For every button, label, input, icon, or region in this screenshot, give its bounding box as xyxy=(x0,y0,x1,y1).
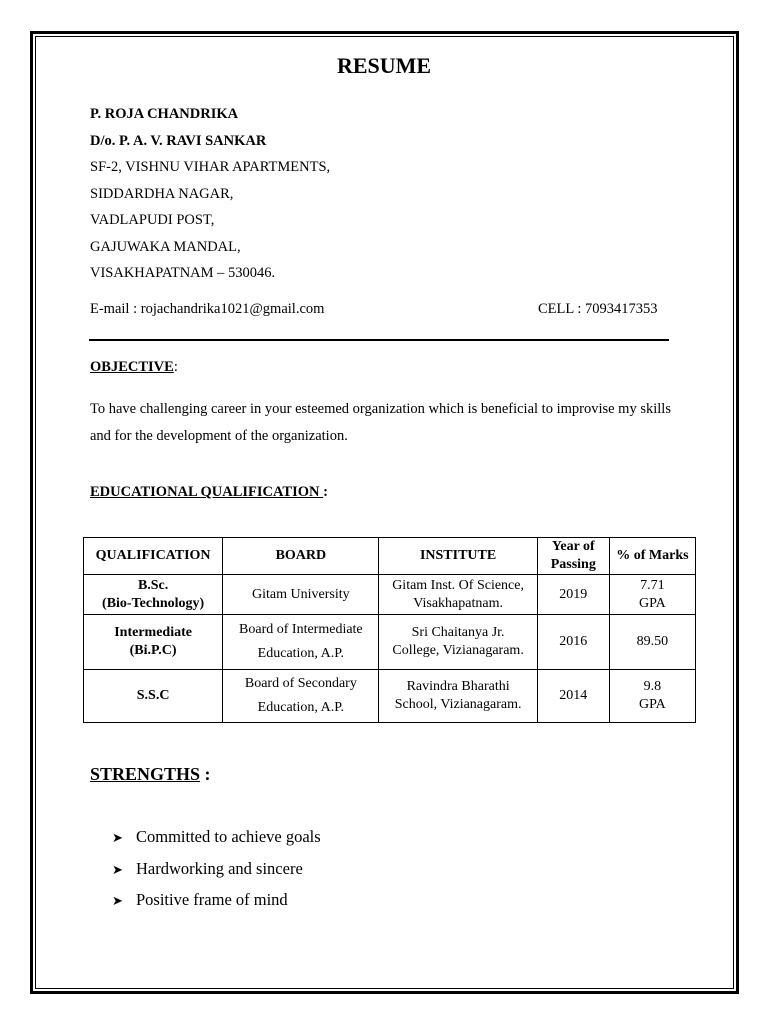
list-item: ➤ Hardworking and sincere xyxy=(112,859,303,878)
applicant-name: P. ROJA CHANDRIKA xyxy=(90,106,239,122)
board-cell: Board of Secondary Education, A.P. xyxy=(223,670,379,723)
arrowhead-bullet-icon: ➤ xyxy=(112,894,123,909)
document-title: RESUME xyxy=(336,53,432,78)
address-line: VADLAPUDI POST, xyxy=(90,212,215,228)
objective-text: To have challenging career in your esteemed organization which is beneficial to improvise my skills and for the development of the organization. xyxy=(90,401,671,444)
table-row xyxy=(84,670,696,723)
institute-cell: Sri Chaitanya Jr. College, Vizianagaram. xyxy=(379,615,537,670)
table-header-row xyxy=(84,538,696,575)
list-item: ➤ Committed to achieve goals xyxy=(112,827,321,846)
arrowhead-bullet-icon: ➤ xyxy=(112,863,123,878)
education-table xyxy=(83,537,696,723)
parent-name: D/o. P. A. V. RAVI SANKAR xyxy=(90,133,267,149)
qualification-cell: B.Sc. (Bio-Technology) xyxy=(84,575,223,615)
year-cell: 2016 xyxy=(537,615,609,670)
column-header: BOARD xyxy=(223,538,379,575)
cell-text: CELL : 7093417353 xyxy=(538,301,658,317)
column-header: Year of Passing xyxy=(537,538,609,575)
qualification-cell: S.S.C xyxy=(84,670,223,723)
board-cell: Gitam University xyxy=(223,575,379,615)
address-line: GAJUWAKA MANDAL, xyxy=(90,239,241,255)
institute-cell: Gitam Inst. Of Science, Visakhapatnam. xyxy=(379,575,537,615)
table-row xyxy=(84,615,696,670)
year-cell: 2014 xyxy=(537,670,609,723)
board-cell: Board of Intermediate Education, A.P. xyxy=(223,615,379,670)
strengths-heading: STRENGTHS : xyxy=(90,764,211,784)
year-cell: 2019 xyxy=(537,575,609,615)
education-heading: EDUCATIONAL QUALIFICATION : xyxy=(90,484,328,500)
qualification-cell: Intermediate (Bi.P.C) xyxy=(84,615,223,670)
column-header: QUALIFICATION xyxy=(84,538,223,575)
table-row xyxy=(84,575,696,615)
marks-cell: 7.71 GPA xyxy=(609,575,695,615)
column-header: INSTITUTE xyxy=(379,538,537,575)
objective-heading: OBJECTIVE: xyxy=(90,359,178,375)
email-text: E-mail : rojachandrika1021@gmail.com xyxy=(90,301,325,317)
institute-cell: Ravindra Bharathi School, Vizianagaram. xyxy=(379,670,537,723)
column-header: % of Marks xyxy=(609,538,695,575)
marks-cell: 89.50 xyxy=(609,615,695,670)
arrowhead-bullet-icon: ➤ xyxy=(112,831,123,846)
list-item: ➤ Positive frame of mind xyxy=(112,890,288,909)
address-line: SF-2, VISHNU VIHAR APARTMENTS, xyxy=(90,159,331,175)
address-line: VISAKHAPATNAM – 530046. xyxy=(90,265,276,281)
address-line: SIDDARDHA NAGAR, xyxy=(90,186,234,202)
header-divider xyxy=(89,339,669,341)
marks-cell: 9.8 GPA xyxy=(609,670,695,723)
